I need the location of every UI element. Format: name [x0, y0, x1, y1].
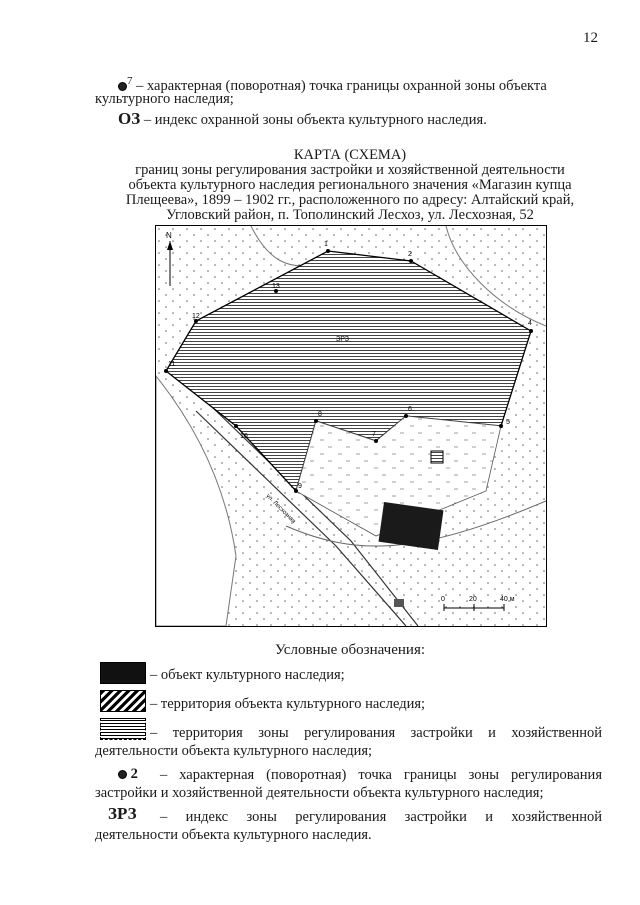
point-label: 1 [324, 241, 328, 248]
page-number: 12 [583, 30, 598, 46]
scale-zero: 0 [441, 596, 445, 603]
legend-item-zone-line2: деятельности объекта культурного наследия; [95, 743, 373, 759]
road-label: ул. Лесхозная [264, 493, 297, 525]
point-label: 12 [192, 313, 200, 320]
title-line5: Угловский район, п. Тополинский Лесхоз, ул. Лесхозная, 52 [166, 207, 534, 223]
legend-item-territory: – территория объекта культурного наследия; [150, 696, 426, 712]
point7-text: – характерная (поворотная) точка границы охранной зоны объекта [136, 77, 547, 94]
north-label: N [166, 231, 172, 240]
point-marker-icon [118, 770, 127, 779]
zrz-label: ЗРЗ [336, 336, 349, 343]
point-marker [234, 424, 238, 428]
legend-item-point-line1: – характерная (поворотная) точка границы зоны регулирования [160, 767, 602, 783]
legend-item-object: – объект культурного наследия; [150, 667, 345, 683]
oz-legend [118, 110, 487, 129]
legend-swatch-territory [100, 690, 146, 712]
point-marker [529, 329, 533, 333]
point-label: 9 [298, 483, 302, 490]
legend-swatch-object [100, 662, 146, 684]
legend-item-zone-line1: – территория зоны регулирования застройки и хозяйственной [150, 725, 602, 741]
point-marker [164, 369, 168, 373]
point-marker [404, 414, 408, 418]
legend-heading: Условные обозначения: [274, 642, 426, 658]
point-label: 6 [408, 406, 412, 413]
oz-text: – индекс охранной зоны объекта культурного наследия. [143, 112, 487, 128]
small-building-2 [394, 599, 404, 607]
point7-number: 7 [127, 75, 133, 87]
point-label: 4 [528, 320, 532, 327]
point7-text-cont: культурного наследия; [95, 91, 234, 107]
point-label: 11 [168, 361, 176, 368]
title-line1: КАРТА (СХЕМА) [293, 147, 407, 163]
scale-mid: 20 [469, 596, 477, 603]
legend-item-point-line2: застройки и хозяйственной деятельности объекта культурного наследия; [95, 785, 544, 801]
map-title [95, 148, 605, 223]
point-label: 5 [506, 419, 510, 426]
map-scheme [155, 225, 547, 627]
legend-item-zrz-line1: – индекс зоны регулирования застройки и хозяйственной [160, 809, 602, 825]
legend-zrz-code: ЗРЗ [108, 804, 137, 823]
point-marker [499, 424, 503, 428]
scale-end: 40 м [500, 596, 515, 603]
title-line2: границ зоны регулирования застройки и хозяйственной деятельности [135, 162, 565, 178]
map-svg [156, 226, 546, 626]
legend-swatch-zone [100, 718, 146, 740]
point-marker [374, 439, 378, 443]
title-line4: Плещеева», 1899 – 1902 гг., расположенного по адресу: Алтайский край, [125, 192, 575, 208]
legend-item-zrz-line2: деятельности объекта культурного наследия. [95, 827, 372, 843]
small-building [431, 451, 443, 463]
point-label: 13 [272, 283, 280, 290]
legend-point-marker [118, 765, 138, 783]
heritage-building [379, 502, 444, 550]
point-marker [326, 249, 330, 253]
point-label: 2 [408, 251, 412, 258]
point-marker [314, 419, 318, 423]
point-marker [409, 259, 413, 263]
legend-point-number: 2 [130, 766, 138, 782]
point-label: 10 [240, 433, 248, 440]
point-label: 8 [318, 411, 322, 418]
title-line3: объекта культурного наследия регионального значения «Магазин купца [128, 177, 572, 193]
point-label: 7 [372, 431, 376, 438]
oz-code: ОЗ [118, 109, 141, 128]
